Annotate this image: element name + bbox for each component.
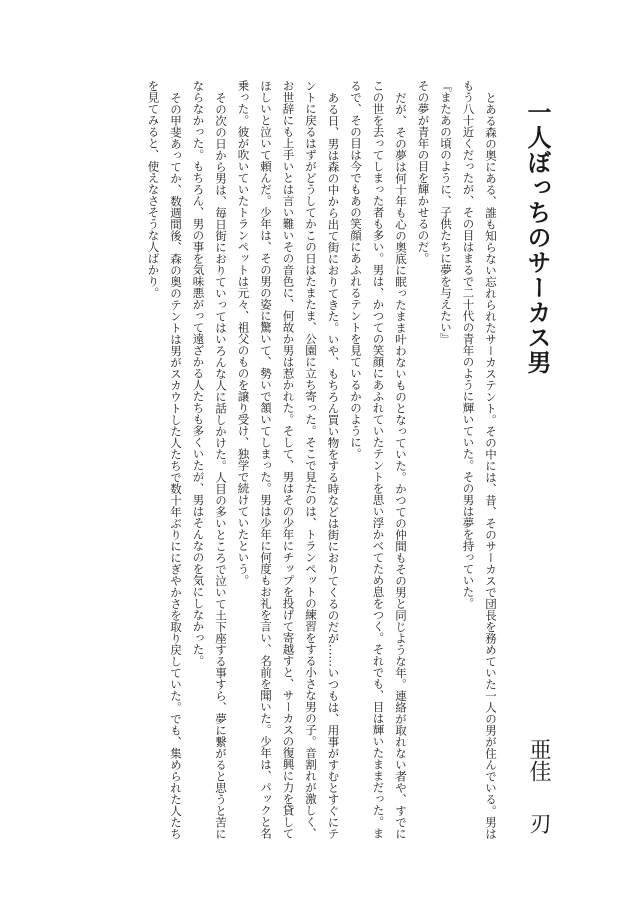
paragraph-7: その甲斐あってか、数週間後、森の奥のテントは男がスカウトした人たちで数十年ぶりににぎやかさを取り戻していた。でも、集められた人たちを見てみると、使えなさそうな人ばかり。 — [146, 80, 183, 839]
author-name — [527, 738, 549, 834]
author-family-name: 亜佳 — [526, 738, 551, 782]
paragraph-5: ある日、男は森の中から出て街におりてきた。いや、もちろん買い物をする時などは街におりてくるのだが……いつもは、用事がすむとすぐにテントに戻るはずがどうしてかこの日はたまたま、公園に立ち寄った。そこで見たのは、トランペットの練習をする小さな男の子。音割れが激しく、お世辞にも上手いとは言い難いその音色に、何故か男は惹かれた。そして、男はその少年にチップを投げて寄越すと、サーカスの復興に力を貸してほしいと泣いて頼んだ。少年は、その男の姿に驚いて、勢いで頷いてしまった。男は少年に何度もお礼を言い、名前を聞いた。少年は、パックと名乗った。彼が吹いていたトランペットは元々、祖父のものを譲り受け、独学で続けていたという。 — [236, 80, 341, 839]
paragraph-6: その次の日から男は、毎日街におりていってはいろんな人に話しかけた。人目の多いところで泣いて土下座する事すら、夢に繋がると思うと苦にならなかった。もちろん、男の事を気味悪がって遠ざかる人たちも多くいたが、男はそんなのを気にしなかった。 — [191, 80, 228, 839]
paragraph-1: とある森の奥にある、誰も知らない忘れられたサーカステント。その中には、昔、そのサーカスで団長を務めていた一人の男が住んでいる。男はもう八十近くだったが、その目はまるで二十代の青年のように輝いていた。その男は夢を持っていた。 — [461, 80, 498, 839]
story-title: 一人ぼっちのサーカス男 — [523, 100, 552, 375]
story-body — [62, 80, 502, 850]
paragraph-3: その夢が青年の目を輝かせるのだ。 — [416, 80, 431, 264]
author-given-name: 刃 — [526, 812, 551, 834]
paragraph-4: だが、その夢は何十年も心の奥底に眠ったまま叶わないものとなっていた。かつての仲間もその男と同じような年。連絡が取れない者や、すでにこの世を去ってしまった者も多い。男は、かつての笑顔にあふれていたテントを思い浮かべてため息をつく。それでも、目は輝いたままだった。まるで、その目は今でもあの笑顔にあふれるテントを見ているかのように。 — [349, 80, 408, 839]
paragraph-2: 『またあの頃のように、子供たちに夢を与えたい』 — [439, 80, 453, 345]
